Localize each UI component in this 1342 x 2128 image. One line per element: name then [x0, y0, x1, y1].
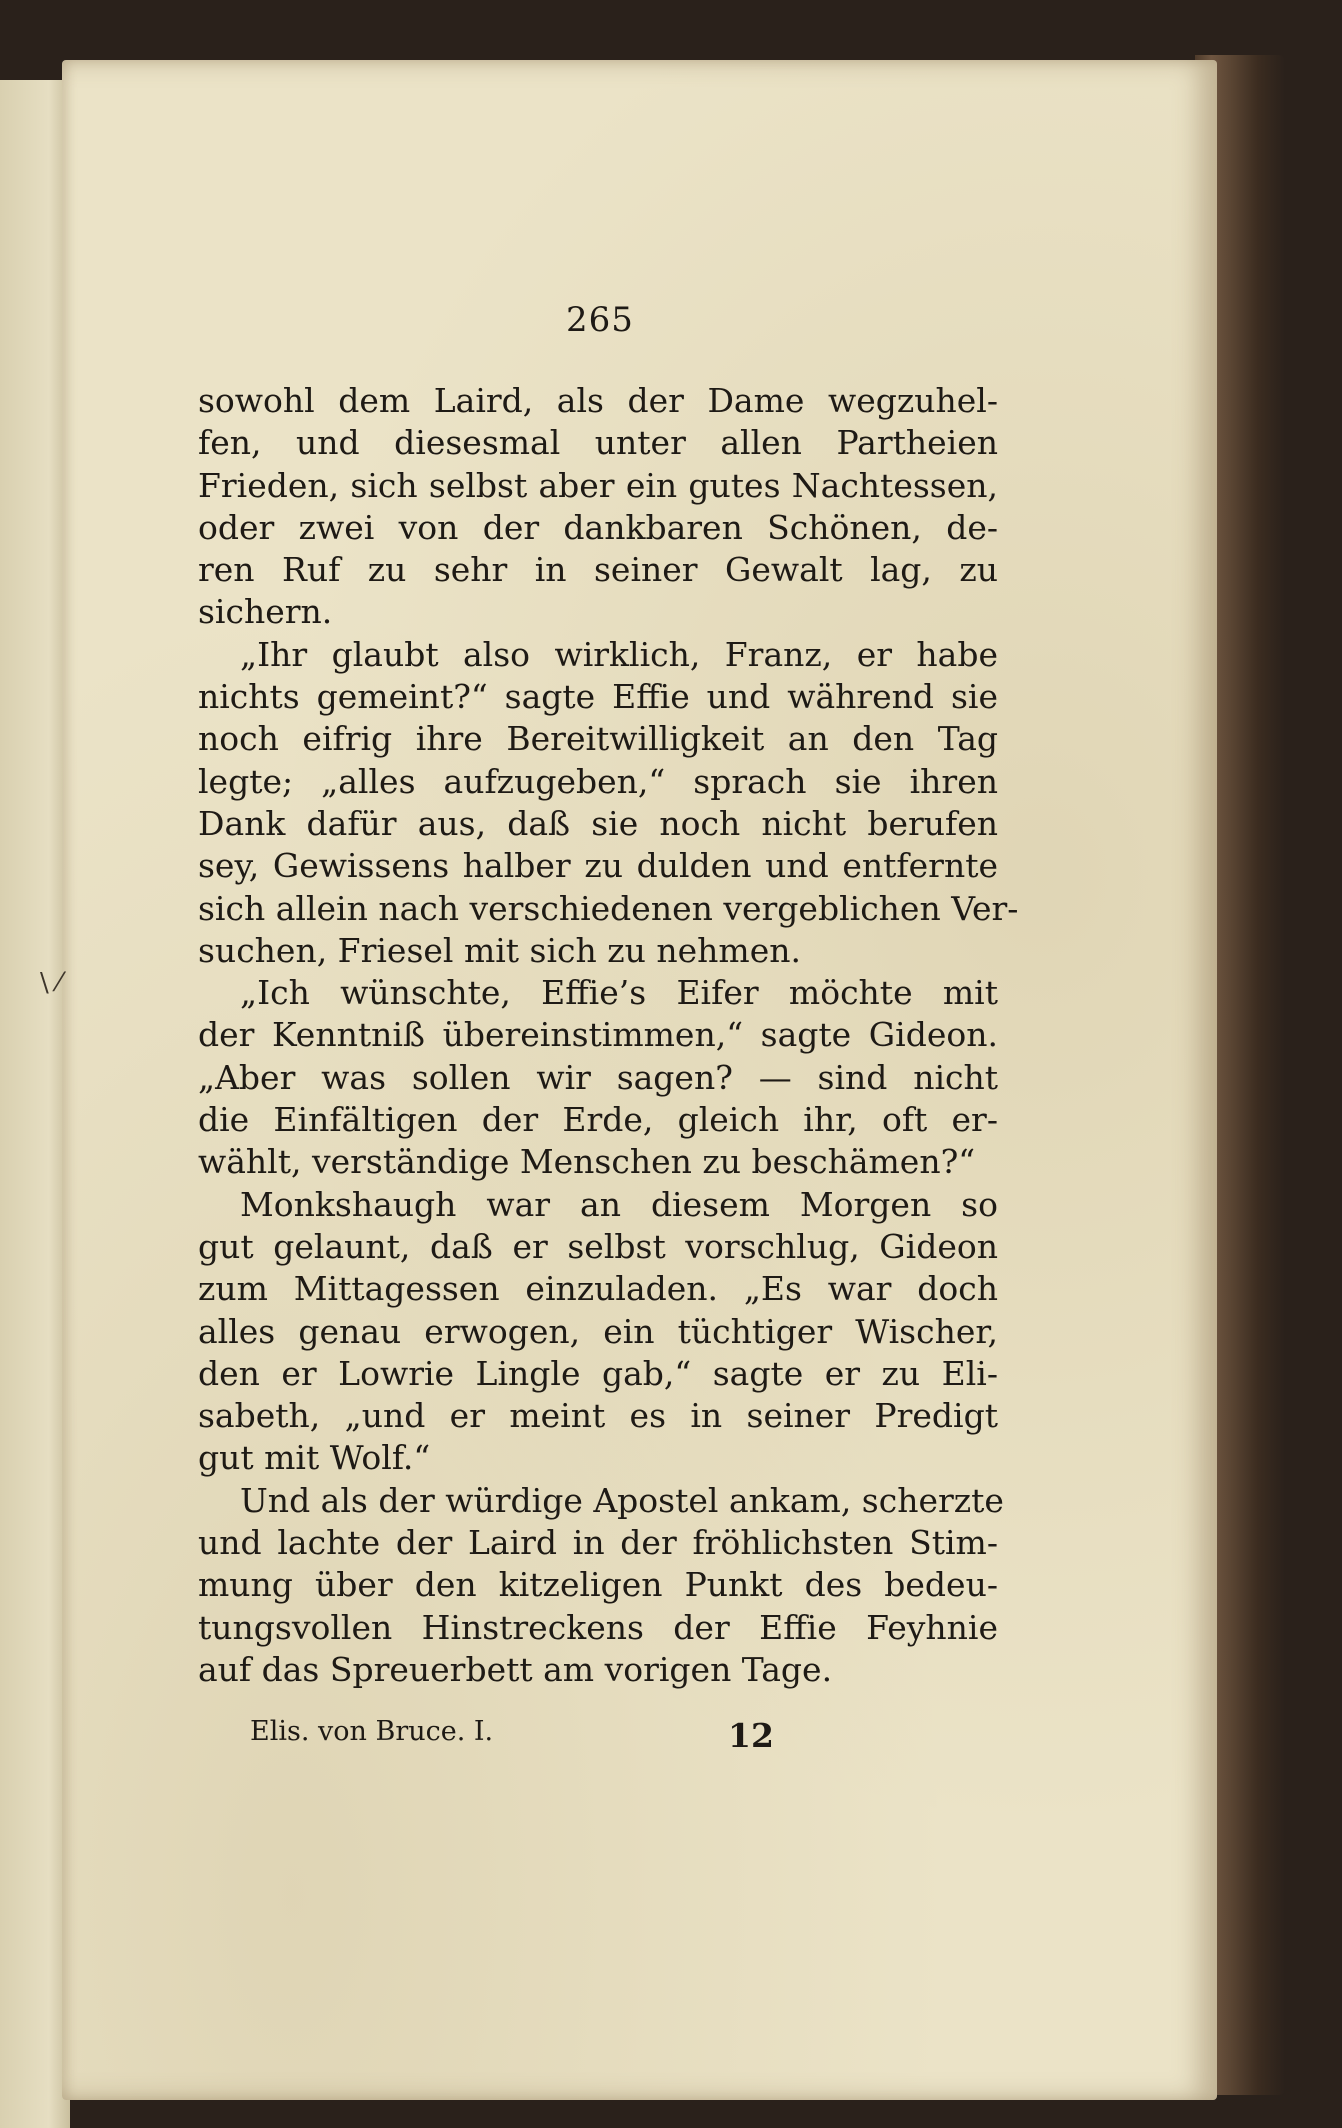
signature-mark: Elis. von Bruce. I. [250, 1716, 494, 1747]
text-line: nichts gemeint?“ sagte Effie und während sie [198, 677, 998, 717]
text-line: den er Lowrie Lingle gab,“ sagte er zu Eli- [198, 1353, 998, 1393]
text-line: Frieden, sich selbst aber ein gutes Nachtessen, [198, 465, 998, 505]
text-line: Und als der würdige Apostel ankam, scherzte [240, 1480, 1004, 1520]
text-line: „Aber was sollen wir sagen? — sind nicht [198, 1057, 998, 1097]
text-line: sich allein nach verschiedenen vergeblichen Ver- [198, 888, 1019, 928]
previous-page-edge [0, 80, 70, 2128]
text-line: zum Mittagessen einzuladen. „Es war doch [198, 1269, 998, 1309]
text-line: oder zwei von der dankbaren Schönen, de- [198, 507, 998, 547]
text-line: ren Ruf zu sehr in seiner Gewalt lag, zu [198, 550, 998, 590]
text-line: sichern. [198, 592, 333, 632]
margin-mark: \ ⁄ [40, 968, 62, 998]
sheet-number: 12 [728, 1716, 774, 1755]
text-line: sabeth, „und er meint es in seiner Predigt [198, 1396, 998, 1436]
text-line: suchen, Friesel mit sich zu nehmen. [198, 930, 801, 970]
text-line: „Ich wünschte, Effie’s Eifer möchte mit [240, 973, 998, 1013]
text-line: Monkshaugh war an diesem Morgen so [240, 1184, 998, 1224]
text-line: sey, Gewissens halber zu dulden und entfernte [198, 846, 998, 886]
text-line: alles genau erwogen, ein tüchtiger Wischer, [198, 1311, 998, 1351]
page-number: 265 [566, 300, 634, 340]
text-line: fen, und diesesmal unter allen Partheien [198, 423, 998, 463]
body-text [198, 380, 1019, 1691]
text-line: Dank dafür aus, daß sie noch nicht berufen [198, 803, 998, 843]
text-line: sowohl dem Laird, als der Dame wegzuhel- [198, 381, 998, 420]
text-line: gut gelaunt, daß er selbst vorschlug, Gideon [198, 1226, 998, 1266]
text-line: wählt, verständige Menschen zu beschämen?“ [198, 1142, 976, 1182]
text-line: die Einfältigen der Erde, gleich ihr, oft er- [198, 1100, 998, 1140]
text-line: noch eifrig ihre Bereitwilligkeit an den Tag [198, 719, 998, 759]
text-line: mung über den kitzeligen Punkt des bedeu- [198, 1565, 998, 1605]
text-line: auf das Spreuerbett am vorigen Tage. [198, 1649, 833, 1689]
text-line: gut mit Wolf.“ [198, 1438, 431, 1478]
text-line: der Kenntniß übereinstimmen,“ sagte Gideon. [198, 1015, 998, 1055]
text-line: tungsvollen Hinstreckens der Effie Feyhnie [198, 1607, 998, 1647]
text-line: legte; „alles aufzugeben,“ sprach sie ihren [198, 761, 998, 801]
text-line: und lachte der Laird in der fröhlichsten Stim- [198, 1523, 998, 1563]
text-line: „Ihr glaubt also wirklich, Franz, er habe [240, 634, 998, 674]
